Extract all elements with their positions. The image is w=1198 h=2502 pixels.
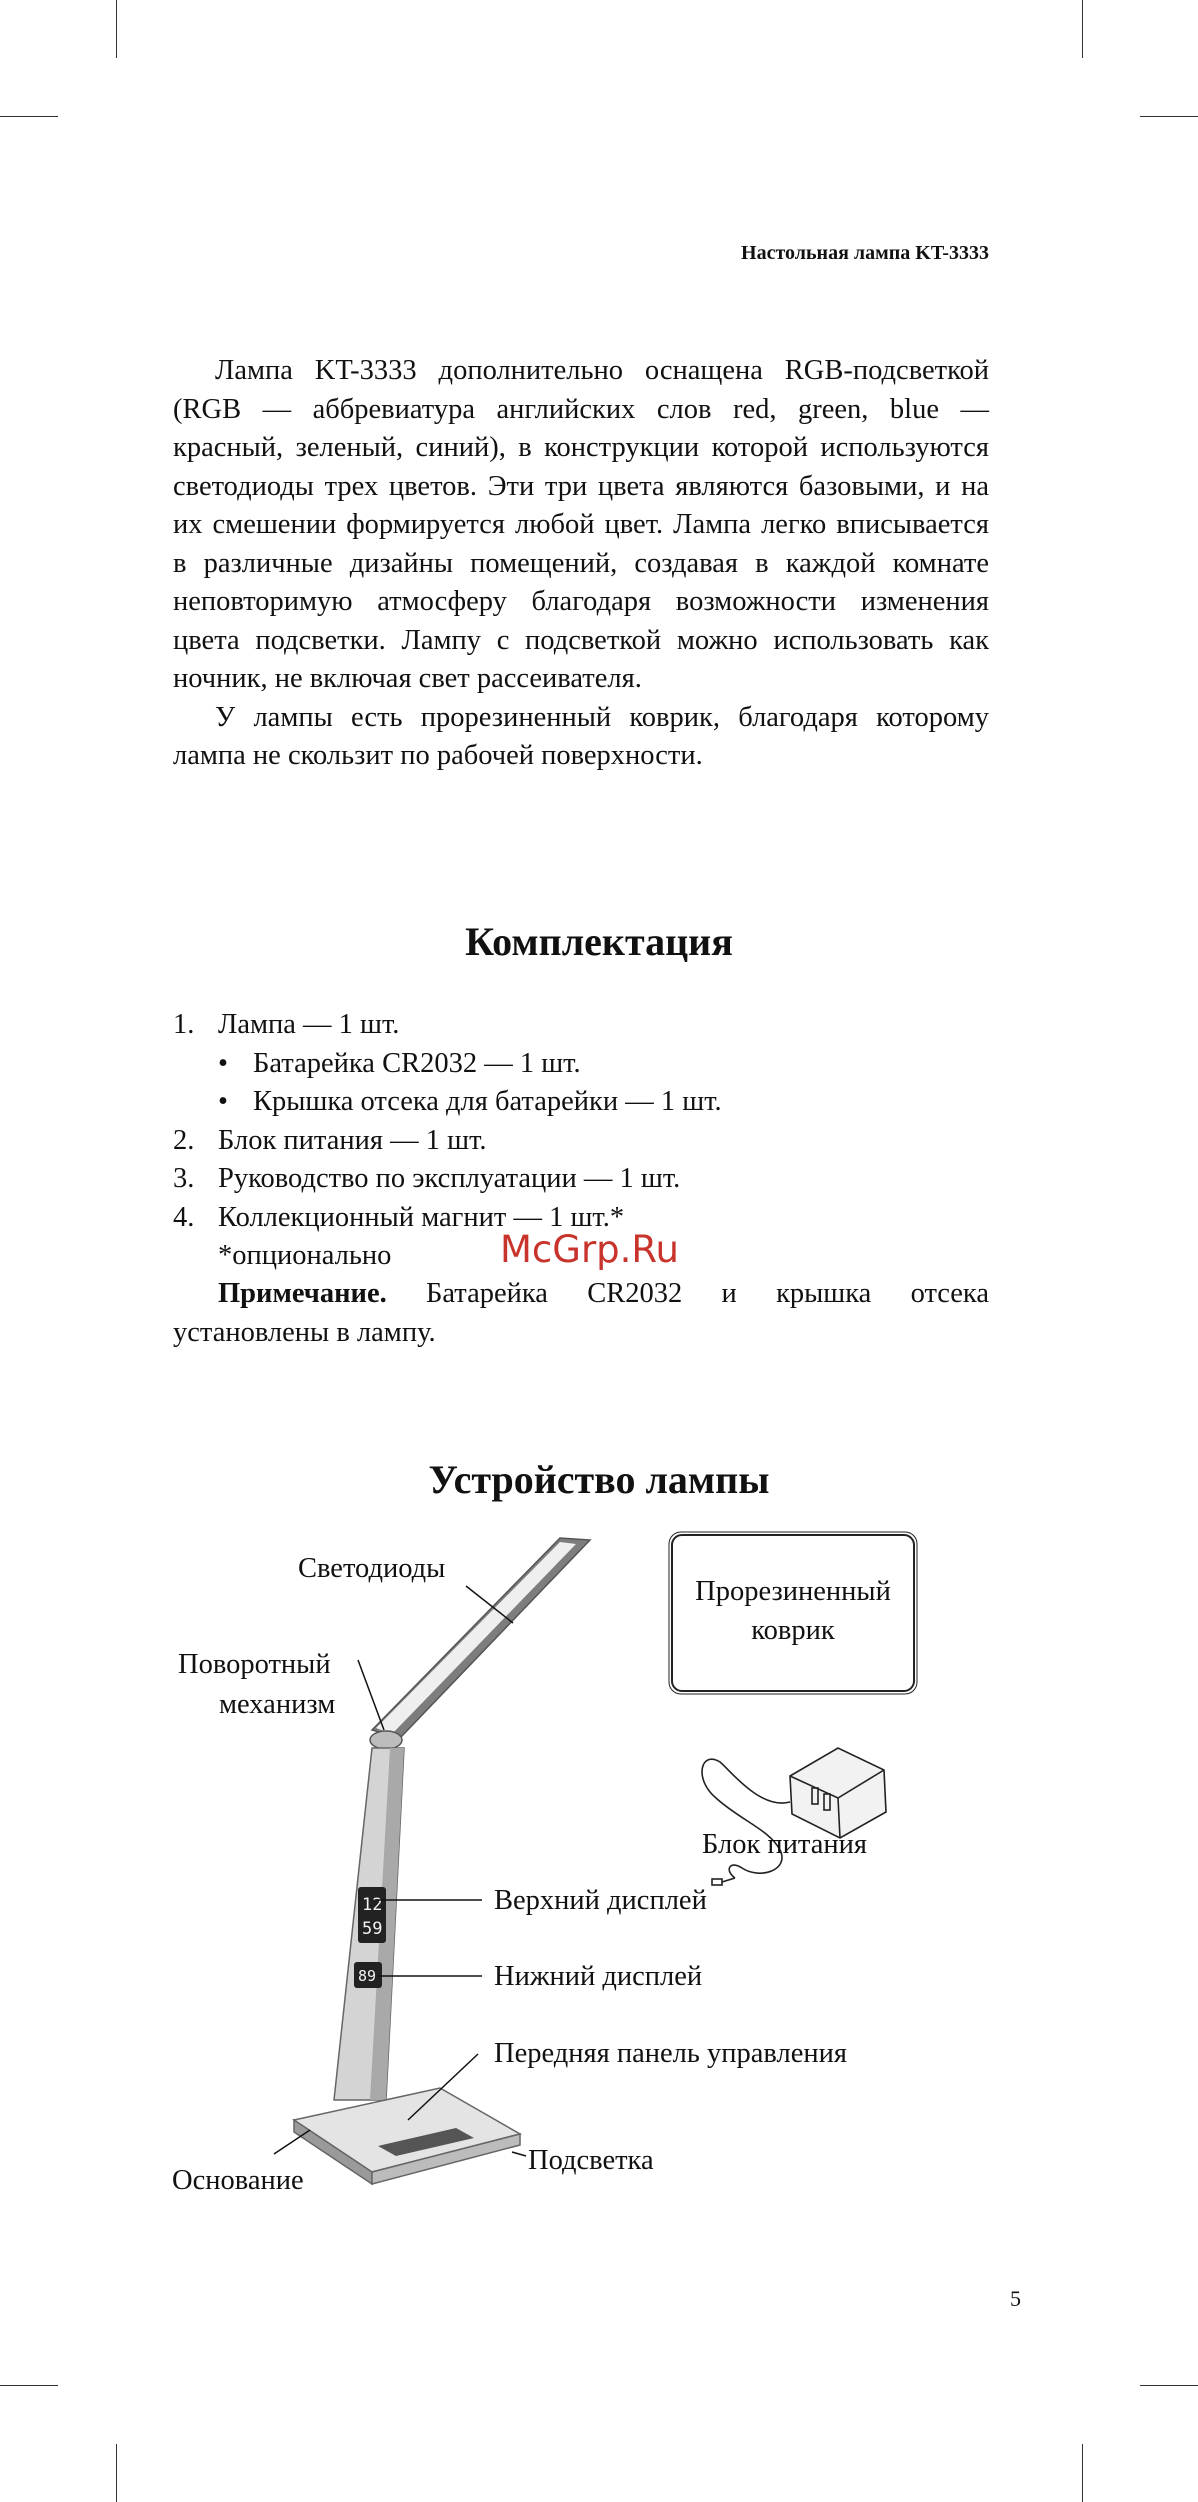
label-backlight: Подсветка <box>528 2145 654 2176</box>
list-item: • Крышка отсека для батарейки — 1 шт. <box>218 1086 722 1117</box>
crop-mark <box>116 2444 117 2502</box>
list-item: 3. Руководство по эксплуатации — 1 шт. <box>173 1163 681 1194</box>
crop-mark <box>1140 116 1198 117</box>
label-rubber-mat: Прорезиненный <box>695 1576 891 1607</box>
upper-display-digits: 59 <box>362 1919 383 1939</box>
crop-mark <box>116 0 117 58</box>
leader-line <box>274 2130 310 2154</box>
lower-display-digits: 89 <box>358 1967 377 1985</box>
swivel-joint <box>370 1731 402 1749</box>
power-supply-illustration <box>702 1748 886 1885</box>
label-front-panel: Передняя панель управления <box>494 2038 847 2069</box>
upper-display-digits: 12 <box>362 1895 383 1915</box>
intro-paragraph: У лампы есть прорезиненный коврик, благодаря которому лампа не скользит по рабочей поверхности. <box>173 701 989 771</box>
device-heading: Устройство лампы <box>428 1457 770 1502</box>
label-base: Основание <box>172 2165 304 2196</box>
running-header: Настольная лампа KT-3333 <box>741 242 989 264</box>
label-lower-display: Нижний дисплей <box>494 1961 703 1992</box>
lamp-base <box>294 2088 520 2172</box>
note <box>173 1275 989 1352</box>
leader-line <box>358 1660 384 1730</box>
note-text: Батарейка CR2032 и крышка отсека установлены в лампу. <box>173 1278 989 1348</box>
crop-mark <box>1082 0 1083 58</box>
label-swivel: механизм <box>219 1689 336 1720</box>
watermark: McGrp.Ru <box>500 1228 679 1271</box>
label-rubber-mat: коврик <box>751 1615 835 1646</box>
crop-mark <box>1140 2385 1198 2386</box>
intro-paragraph: Лампа KT-3333 дополнительно оснащена RGB-подсветкой (RGB — аббревиатура английских слов red, green, blue — красный, зеленый, синий), в конструкции которой используются светодиоды трех цветов. Эти три цвета являются базовыми, и на их смешении формируется любой цвет. Лампа легко вписывается в различные дизайны помещений, создавая в каждой комнате неповторимую атмосферу благодаря возможности изменения цвета подсветки. Лампу с подсветкой можно использовать как ночник, не включая свет рассеивателя. <box>173 355 989 694</box>
footnote: *опционально <box>218 1240 392 1271</box>
list-item: 1. Лампа — 1 шт. <box>173 1009 400 1040</box>
crop-mark <box>0 116 58 117</box>
note-label: Примечание. <box>218 1278 387 1309</box>
intro-text <box>173 352 989 776</box>
label-upper-display: Верхний дисплей <box>494 1885 707 1916</box>
list-item: 2. Блок питания — 1 шт. <box>173 1124 487 1156</box>
label-power-supply: Блок питания <box>702 1829 868 1860</box>
label-swivel: Поворотный <box>178 1649 331 1680</box>
label-leds: Светодиоды <box>298 1553 446 1584</box>
leader-line <box>512 2152 526 2156</box>
crop-mark <box>0 2385 58 2386</box>
package-heading: Комплектация <box>465 919 733 964</box>
crop-mark <box>1082 2444 1083 2502</box>
list-item: 4. Коллекционный магнит — 1 шт.* <box>173 1201 625 1233</box>
list-item: • Батарейка CR2032 — 1 шт. <box>218 1047 581 1079</box>
lamp-diagram <box>0 1530 1198 2210</box>
page-number: 5 <box>1010 2286 1021 2311</box>
